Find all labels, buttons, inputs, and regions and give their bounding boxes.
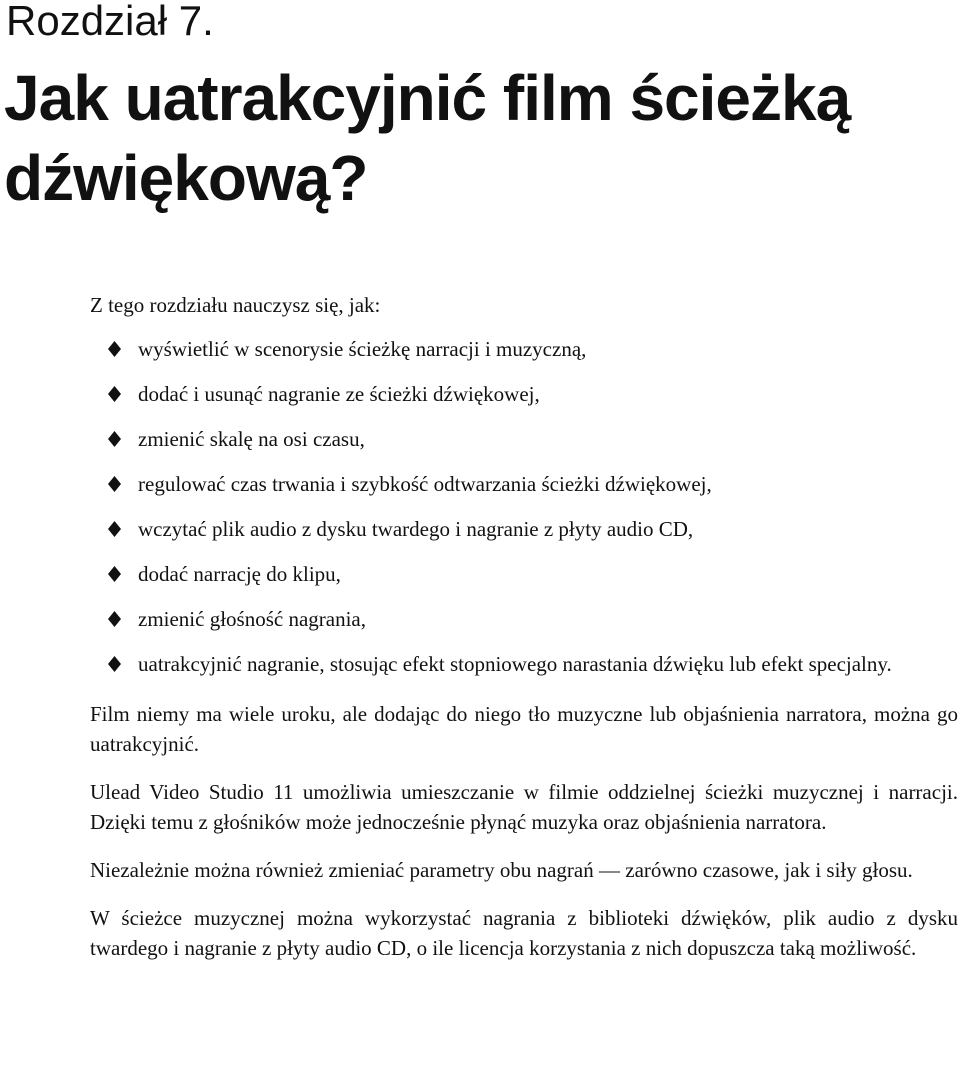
diamond-bullet-icon <box>108 566 121 582</box>
list-item-text: zmienić skalę na osi czasu, <box>138 427 365 451</box>
list-item-text: wczytać plik audio z dysku twardego i nagranie z płyty audio CD, <box>138 517 694 541</box>
list-item <box>90 424 958 454</box>
diamond-bullet-icon <box>108 386 121 402</box>
list-item-text: wyświetlić w scenorysie ścieżkę narracji i muzyczną, <box>138 337 587 361</box>
objectives-list <box>90 334 958 679</box>
diamond-bullet-icon <box>108 611 121 627</box>
list-item <box>90 649 958 679</box>
body-paragraph: W ścieżce muzycznej można wykorzystać nagrania z biblioteki dźwięków, plik audio z dysku twardego i nagranie z płyty audio CD, o ile licencja korzystania z nich dopuszcza taką możliwość. <box>90 906 958 960</box>
diamond-bullet-icon <box>108 656 121 672</box>
diamond-bullet-icon <box>108 431 121 447</box>
list-item-text: zmienić głośność nagrania, <box>138 607 367 631</box>
body-paragraph: Niezależnie można również zmieniać parametry obu nagrań — zarówno czasowe, jak i siły głosu. <box>90 858 913 882</box>
body-paragraph: Film niemy ma wiele uroku, ale dodając do niego tło muzyczne lub objaśnienia narratora, można go uatrakcyjnić. <box>90 702 958 756</box>
list-item <box>90 334 958 364</box>
diamond-bullet-icon <box>108 476 121 492</box>
list-item <box>90 469 958 499</box>
chapter-label: Rozdział 7. <box>6 0 214 44</box>
intro-text: Z tego rozdziału nauczysz się, jak: <box>90 293 381 317</box>
chapter-title: Jak uatrakcyjnić film ścieżką dźwiękową? <box>4 62 851 214</box>
list-item <box>90 379 958 409</box>
list-item-text: dodać narrację do klipu, <box>138 562 341 586</box>
list-item <box>90 559 958 589</box>
list-item-text: regulować czas trwania i szybkość odtwarzania ścieżki dźwiękowej, <box>138 472 712 496</box>
body-paragraph: Ulead Video Studio 11 umożliwia umieszczanie w filmie oddzielnej ścieżki muzycznej i narracji. Dzięki temu z głośników może jednocześnie płynąć muzyka oraz objaśnienia narratora. <box>90 780 958 834</box>
list-item <box>90 514 958 544</box>
list-item-text: uatrakcyjnić nagranie, stosując efekt stopniowego narastania dźwięku lub efekt specjalny. <box>138 652 892 676</box>
list-item <box>90 604 958 634</box>
chapter-content <box>90 290 958 963</box>
list-item-text: dodać i usunąć nagranie ze ścieżki dźwiękowej, <box>138 382 540 406</box>
diamond-bullet-icon <box>108 521 121 537</box>
diamond-bullet-icon <box>108 341 121 357</box>
